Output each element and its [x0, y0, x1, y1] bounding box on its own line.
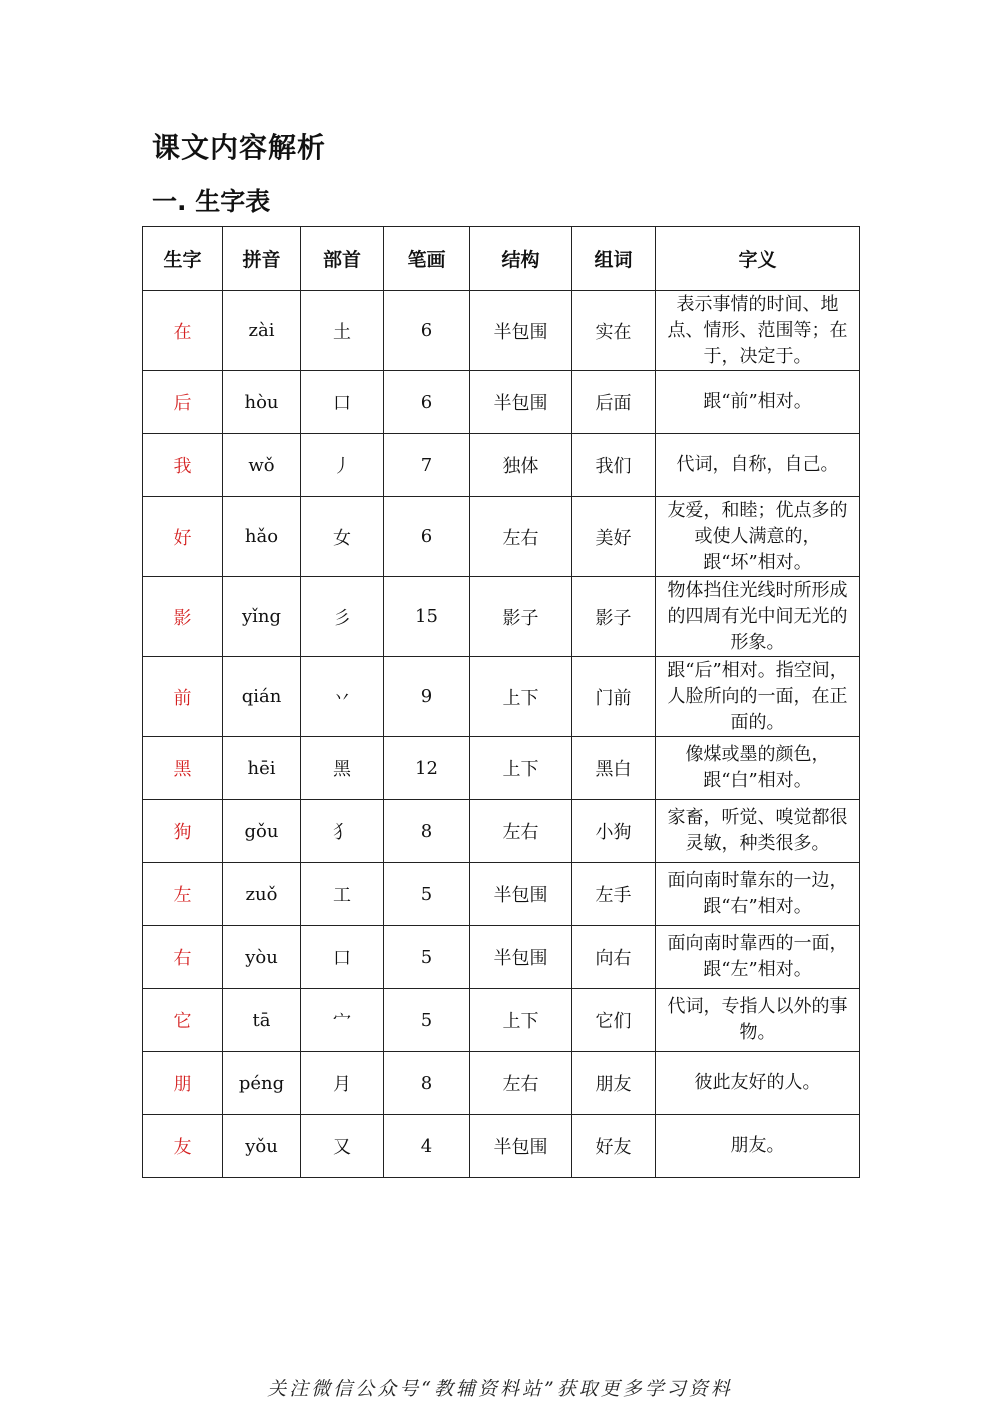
cell-structure: 半包围 — [470, 863, 572, 926]
cell-meaning: 代词，自称，自己。 — [656, 434, 860, 497]
cell-char: 友 — [143, 1115, 223, 1178]
cell-strokes: 6 — [384, 371, 470, 434]
header-word: 组词 — [572, 227, 656, 291]
cell-char: 前 — [143, 657, 223, 737]
table-row — [143, 926, 860, 989]
cell-radical: 丷 — [301, 657, 384, 737]
cell-strokes: 12 — [384, 737, 470, 800]
cell-structure: 半包围 — [470, 926, 572, 989]
cell-meaning: 面向南时靠西的一面，跟“左”相对。 — [656, 926, 860, 989]
header-pinyin: 拼音 — [223, 227, 301, 291]
cell-pinyin: qián — [223, 657, 301, 737]
cell-word: 门前 — [572, 657, 656, 737]
cell-word: 好友 — [572, 1115, 656, 1178]
cell-strokes: 9 — [384, 657, 470, 737]
cell-strokes: 7 — [384, 434, 470, 497]
header-strokes: 笔画 — [384, 227, 470, 291]
cell-pinyin: wǒ — [223, 434, 301, 497]
cell-meaning: 友爱，和睦；优点多的或使人满意的，跟“坏”相对。 — [656, 497, 860, 577]
cell-strokes: 4 — [384, 1115, 470, 1178]
cell-word: 向右 — [572, 926, 656, 989]
cell-structure: 上下 — [470, 657, 572, 737]
header-meaning: 字义 — [656, 227, 860, 291]
cell-radical: 宀 — [301, 989, 384, 1052]
cell-pinyin: gǒu — [223, 800, 301, 863]
header-structure: 结构 — [470, 227, 572, 291]
table-row — [143, 371, 860, 434]
cell-pinyin: yòu — [223, 926, 301, 989]
cell-strokes: 15 — [384, 577, 470, 657]
cell-structure: 独体 — [470, 434, 572, 497]
cell-word: 小狗 — [572, 800, 656, 863]
cell-strokes: 5 — [384, 989, 470, 1052]
cell-meaning: 物体挡住光线时所形成的四周有光中间无光的形象。 — [656, 577, 860, 657]
cell-char: 它 — [143, 989, 223, 1052]
header-char: 生字 — [143, 227, 223, 291]
cell-word: 实在 — [572, 291, 656, 371]
cell-word: 朋友 — [572, 1052, 656, 1115]
cell-meaning: 跟“后”相对。指空间，人脸所向的一面，在正面的。 — [656, 657, 860, 737]
cell-pinyin: zài — [223, 291, 301, 371]
table-row — [143, 291, 860, 371]
cell-pinyin: yǒu — [223, 1115, 301, 1178]
table-row — [143, 1052, 860, 1115]
cell-radical: 工 — [301, 863, 384, 926]
cell-strokes: 5 — [384, 926, 470, 989]
cell-radical: 土 — [301, 291, 384, 371]
table-row — [143, 800, 860, 863]
cell-char: 狗 — [143, 800, 223, 863]
cell-radical: 丿 — [301, 434, 384, 497]
cell-radical: 月 — [301, 1052, 384, 1115]
cell-meaning: 像煤或墨的颜色，跟“白”相对。 — [656, 737, 860, 800]
cell-structure: 左右 — [470, 800, 572, 863]
table-row — [143, 434, 860, 497]
cell-word: 我们 — [572, 434, 656, 497]
cell-radical: 黑 — [301, 737, 384, 800]
table-row — [143, 737, 860, 800]
cell-radical: 犭 — [301, 800, 384, 863]
cell-strokes: 6 — [384, 497, 470, 577]
cell-structure: 半包围 — [470, 371, 572, 434]
cell-pinyin: tā — [223, 989, 301, 1052]
cell-word: 美好 — [572, 497, 656, 577]
table-header-row — [143, 227, 860, 291]
cell-radical: 口 — [301, 926, 384, 989]
cell-meaning: 代词，专指人以外的事物。 — [656, 989, 860, 1052]
cell-meaning: 表示事情的时间、地点、情形、范围等；在于，决定于。 — [656, 291, 860, 371]
table-row — [143, 657, 860, 737]
cell-char: 右 — [143, 926, 223, 989]
cell-word: 后面 — [572, 371, 656, 434]
cell-meaning: 跟“前”相对。 — [656, 371, 860, 434]
cell-strokes: 6 — [384, 291, 470, 371]
cell-structure: 影子 — [470, 577, 572, 657]
cell-structure: 上下 — [470, 737, 572, 800]
cell-char: 影 — [143, 577, 223, 657]
cell-strokes: 5 — [384, 863, 470, 926]
cell-strokes: 8 — [384, 800, 470, 863]
table-row — [143, 989, 860, 1052]
cell-char: 朋 — [143, 1052, 223, 1115]
cell-word: 左手 — [572, 863, 656, 926]
cell-char: 后 — [143, 371, 223, 434]
table-row — [143, 577, 860, 657]
cell-radical: 女 — [301, 497, 384, 577]
cell-structure: 左右 — [470, 497, 572, 577]
cell-word: 影子 — [572, 577, 656, 657]
cell-pinyin: hēi — [223, 737, 301, 800]
cell-char: 好 — [143, 497, 223, 577]
cell-char: 左 — [143, 863, 223, 926]
cell-char: 在 — [143, 291, 223, 371]
cell-strokes: 8 — [384, 1052, 470, 1115]
cell-structure: 半包围 — [470, 1115, 572, 1178]
cell-word: 黑白 — [572, 737, 656, 800]
cell-char: 黑 — [143, 737, 223, 800]
cell-meaning: 朋友。 — [656, 1115, 860, 1178]
cell-pinyin: hòu — [223, 371, 301, 434]
cell-word: 它们 — [572, 989, 656, 1052]
header-radical: 部首 — [301, 227, 384, 291]
table-row — [143, 497, 860, 577]
section-title: 一. 生字表 — [152, 187, 271, 216]
page-title: 课文内容解析 — [152, 131, 327, 164]
cell-structure: 左右 — [470, 1052, 572, 1115]
cell-structure: 上下 — [470, 989, 572, 1052]
cell-char: 我 — [143, 434, 223, 497]
cell-radical: 彡 — [301, 577, 384, 657]
cell-radical: 口 — [301, 371, 384, 434]
cell-radical: 又 — [301, 1115, 384, 1178]
cell-pinyin: hǎo — [223, 497, 301, 577]
cell-meaning: 彼此友好的人。 — [656, 1052, 860, 1115]
character-table — [142, 226, 860, 1178]
cell-meaning: 家畜，听觉、嗅觉都很灵敏，种类很多。 — [656, 800, 860, 863]
table-row — [143, 1115, 860, 1178]
cell-meaning: 面向南时靠东的一边，跟“右”相对。 — [656, 863, 860, 926]
cell-pinyin: péng — [223, 1052, 301, 1115]
cell-pinyin: yǐng — [223, 577, 301, 657]
cell-pinyin: zuǒ — [223, 863, 301, 926]
table-row — [143, 863, 860, 926]
cell-structure: 半包围 — [470, 291, 572, 371]
footer-note: 关注微信公众号“教辅资料站”获取更多学习资料 — [267, 1378, 733, 1400]
